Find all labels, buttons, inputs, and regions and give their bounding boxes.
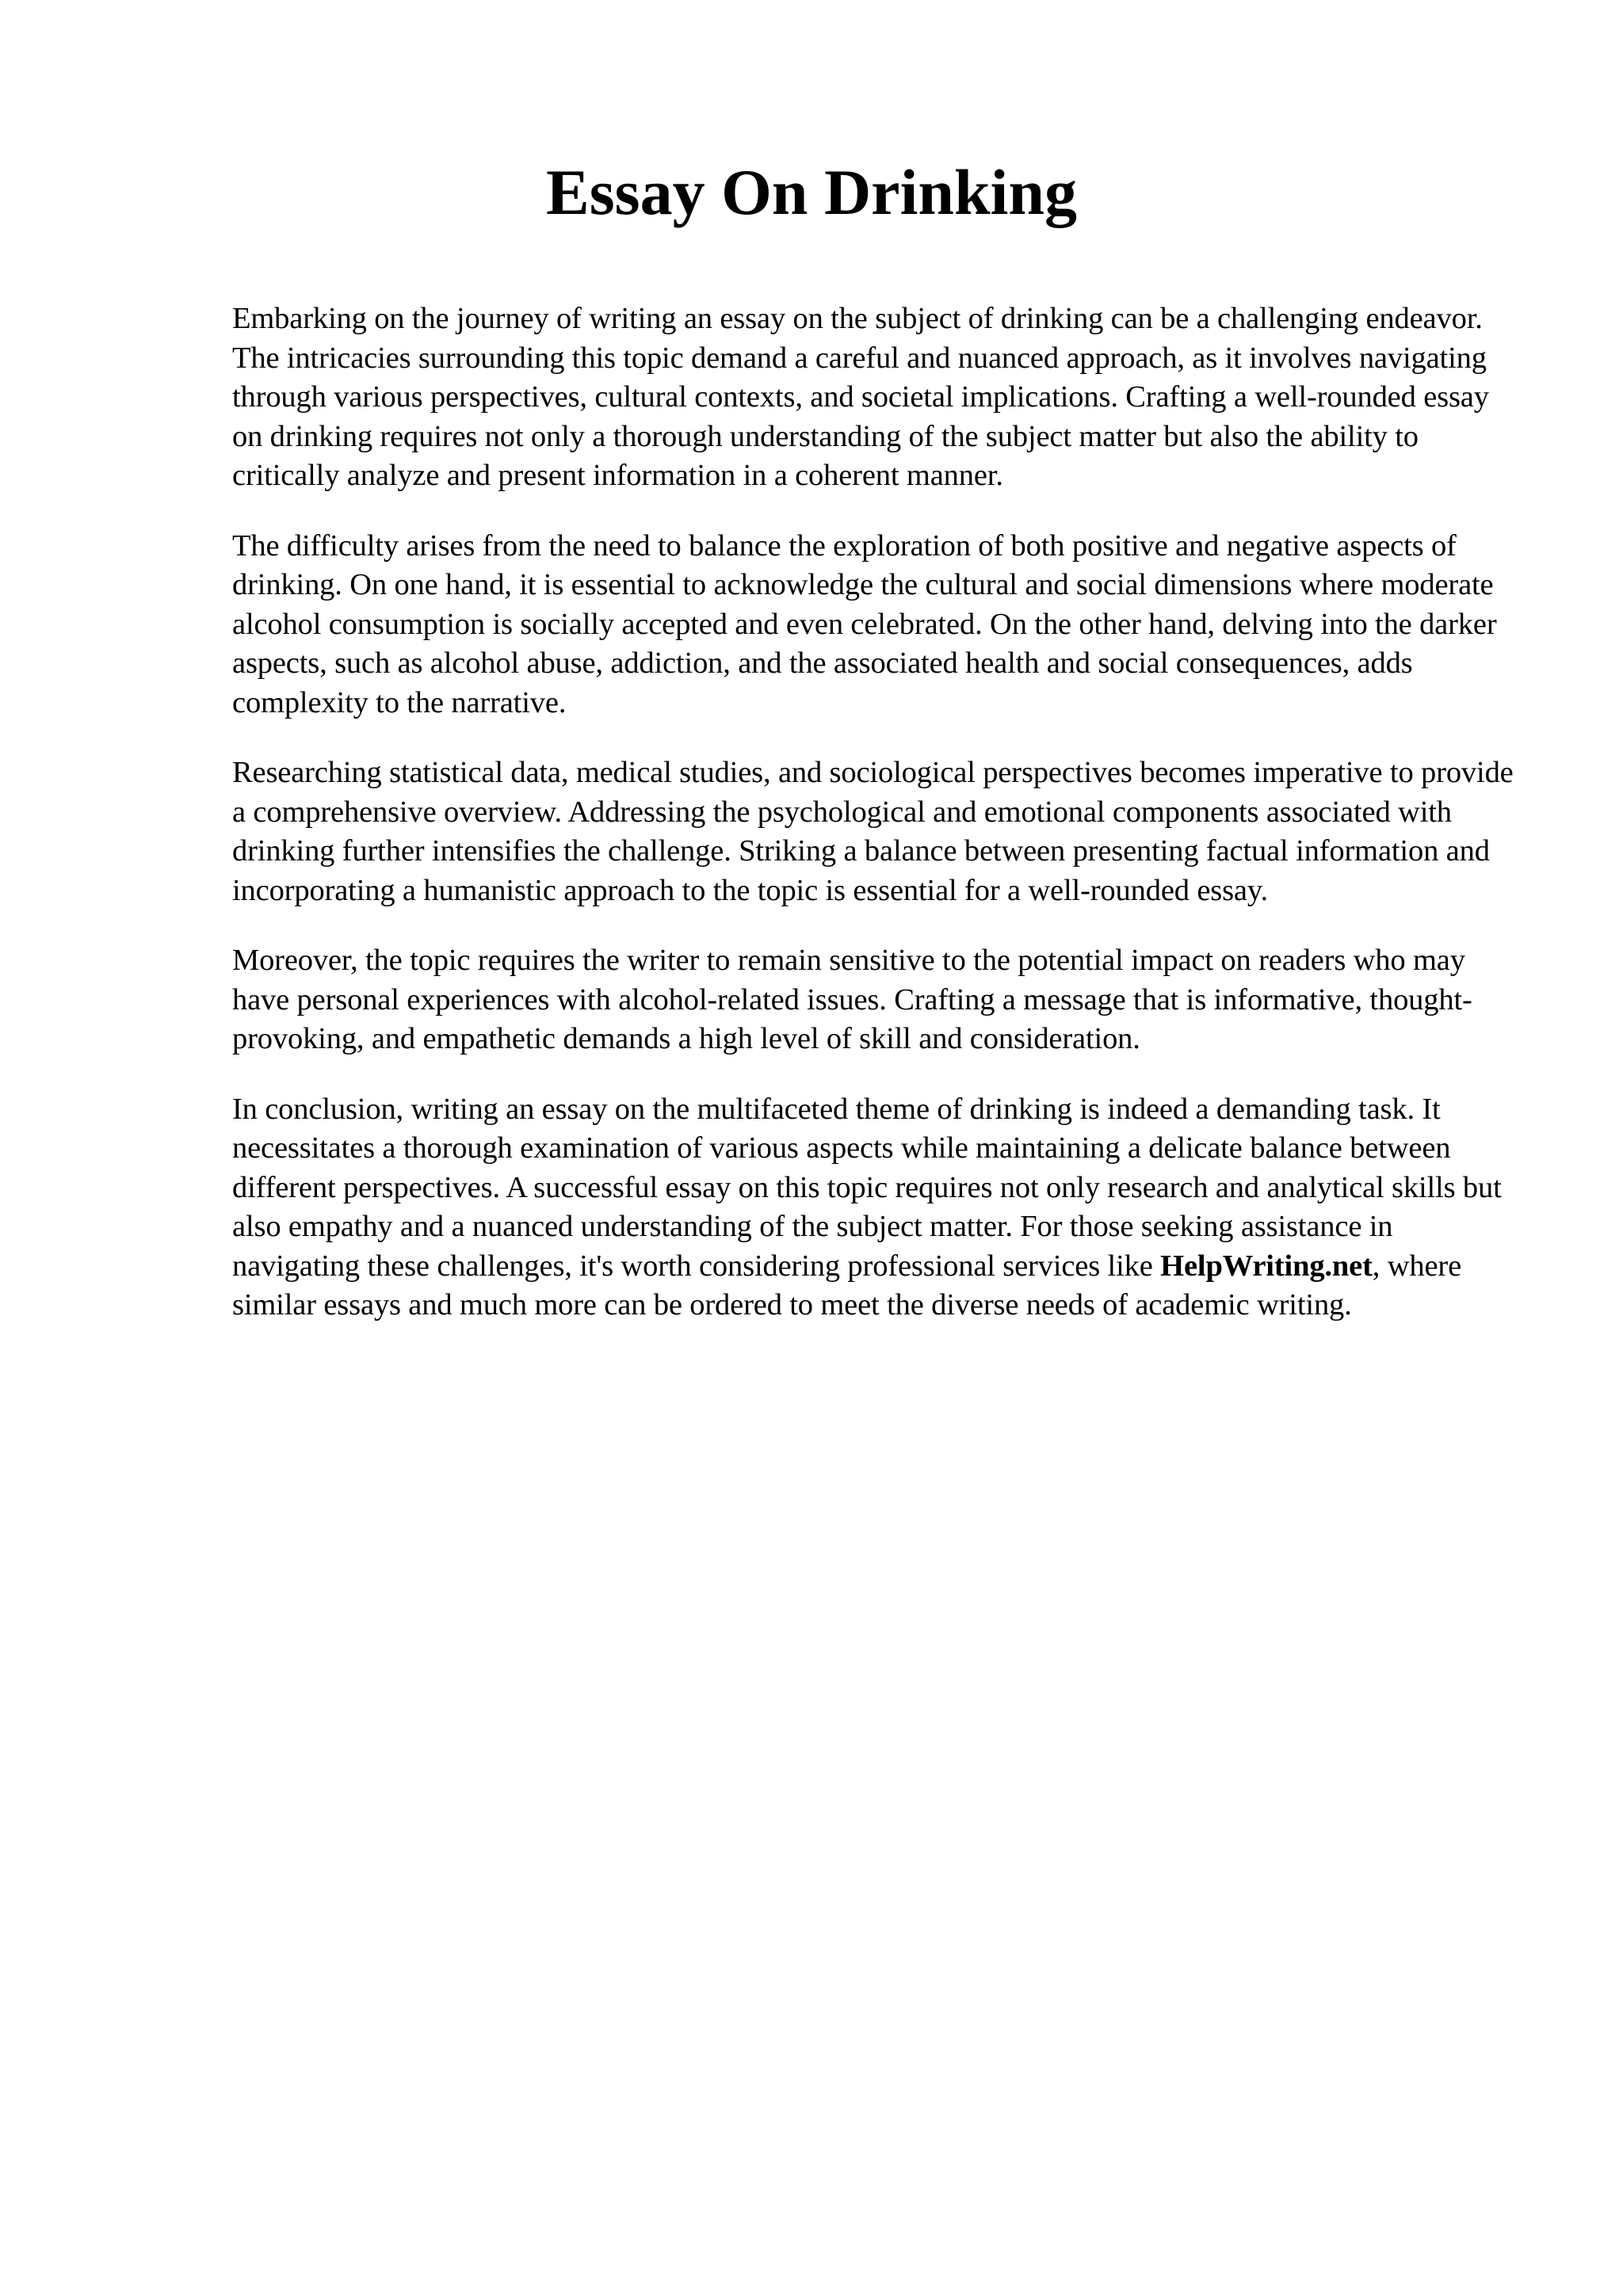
document-body	[232, 299, 1524, 1356]
document-title: Essay On Drinking	[546, 156, 1077, 228]
paragraph-conclusion	[232, 1090, 1524, 1325]
paragraph-sensitivity: Moreover, the topic requires the writer to remain sensitive to the potential impact on readers who may have personal experiences with alcohol-related issues. Crafting a message that is informative, thought-provoking, and empathetic demands a high level of skill and consideration.	[232, 944, 1472, 1055]
helpwriting-link[interactable]: HelpWriting.net	[1160, 1249, 1373, 1283]
conclusion-text-after: , where similar essays and much more can be ordered to meet the diverse needs of academic writing.	[232, 1249, 1462, 1322]
paragraph-difficulty: The difficulty arises from the need to balance the exploration of both positive and negative aspects of drinking. On one hand, it is essential to acknowledge the cultural and social dimensions where moderate alcohol consumption is socially accepted and even celebrated. On the other hand, delving into the darker aspects, such as alcohol abuse, addiction, and the associated health and social consequences, adds complexity to the narrative.	[232, 528, 1497, 719]
conclusion-text-before: In conclusion, writing an essay on the multifaceted theme of drinking is indeed a demanding task. It necessitates a thorough examination of various aspects while maintaining a delicate balance between different perspectives. A successful essay on this topic requires not only research and analytical skills but also empathy and a nuanced understanding of the subject matter. For those seeking assistance in navigating these challenges, it's worth considering professional services like	[232, 1092, 1502, 1283]
paragraph-research: Researching statistical data, medical studies, and sociological perspectives becomes imperative to provide a comprehensive overview. Addressing the psychological and emotional components associated with drinking further intensifies the challenge. Striking a balance between presenting factual information and incorporating a humanistic approach to the topic is essential for a well-rounded essay.	[232, 756, 1514, 907]
paragraph-intro: Embarking on the journey of writing an essay on the subject of drinking can be a challenging endeavor. The intricacies surrounding this topic demand a careful and nuanced approach, as it involves navigating through various perspectives, cultural contexts, and societal implications. Crafting a well-rounded essay on drinking requires not only a thorough understanding of the subject matter but also the ability to critically analyze and present information in a coherent manner.	[232, 302, 1489, 492]
